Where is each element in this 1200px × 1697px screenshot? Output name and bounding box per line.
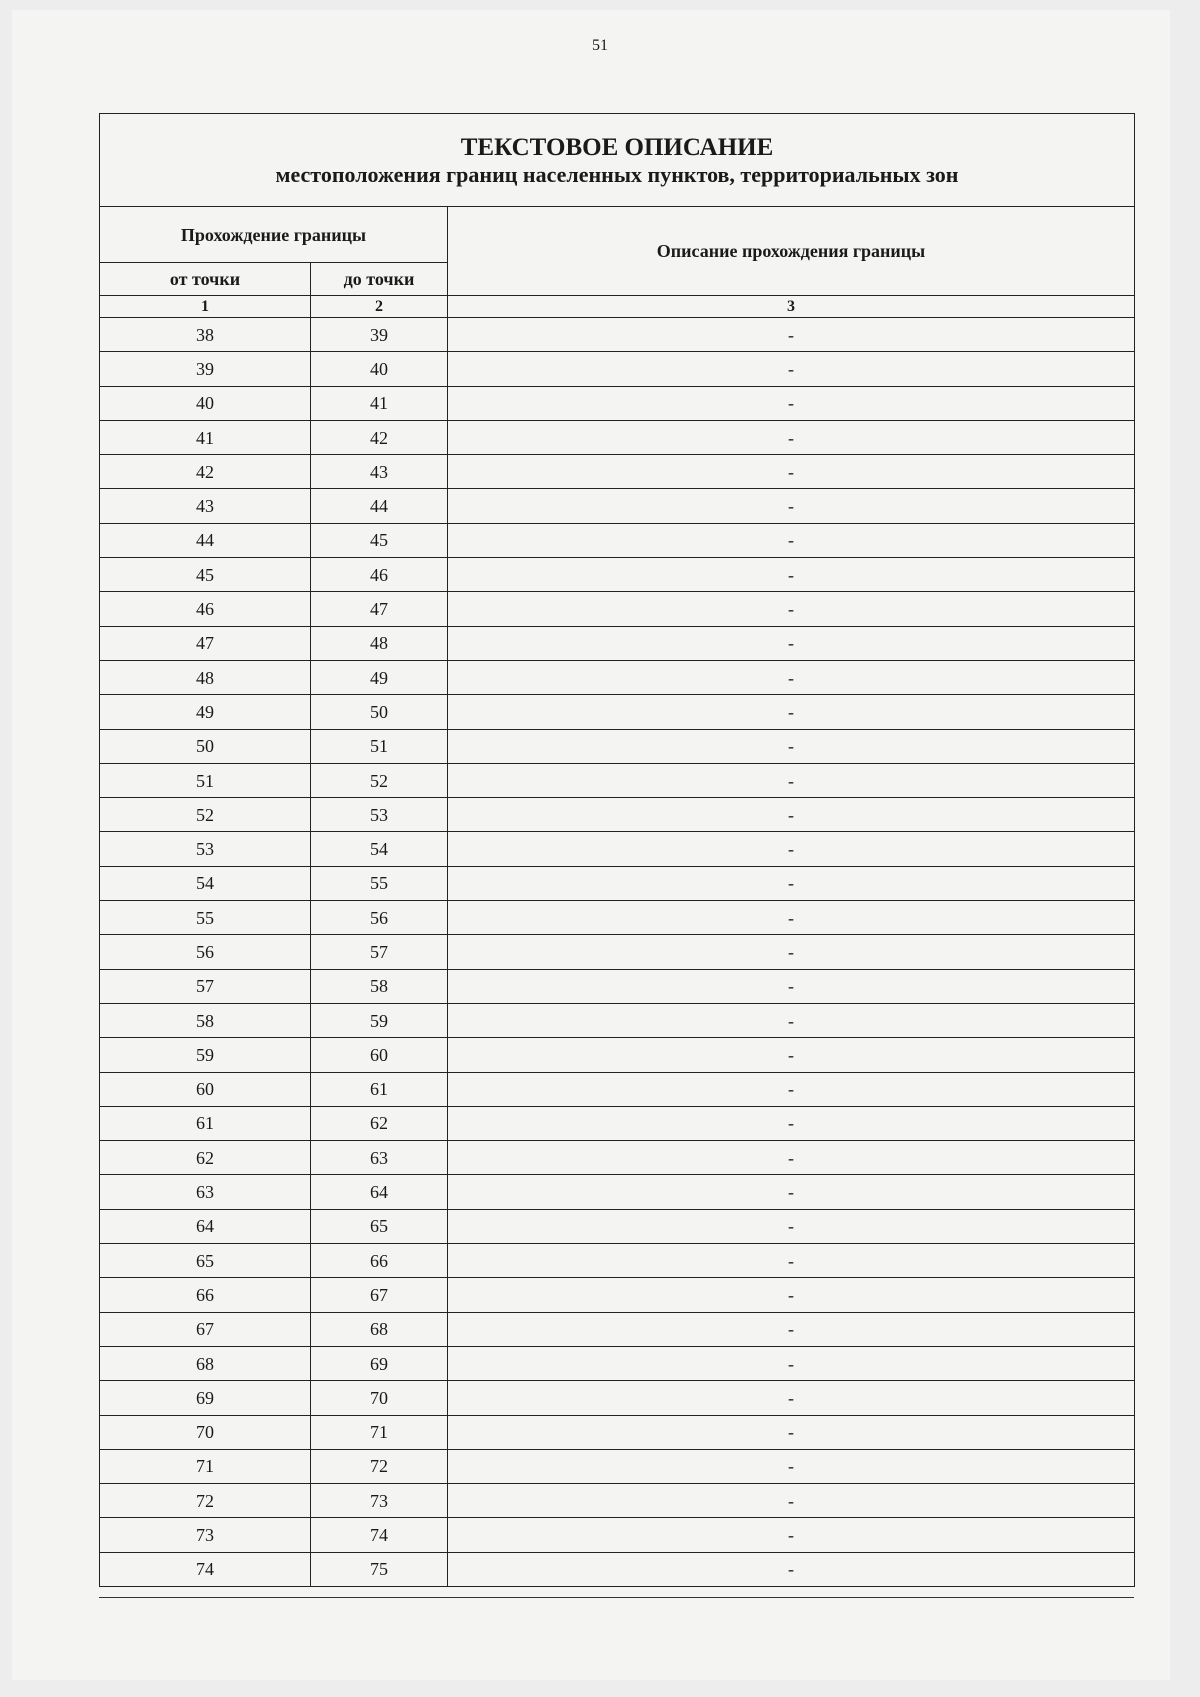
- from-point-cell: 70: [100, 1415, 311, 1449]
- from-point-cell: 51: [100, 763, 311, 797]
- to-point-cell: 43: [311, 455, 448, 489]
- table-body: [100, 114, 1135, 1587]
- table-row: [100, 1518, 1135, 1552]
- table-title: [100, 114, 1135, 207]
- from-point-cell: 45: [100, 558, 311, 592]
- to-point-cell: 75: [311, 1552, 448, 1586]
- to-point-cell: 65: [311, 1209, 448, 1243]
- to-point-cell: 57: [311, 935, 448, 969]
- description-cell: -: [448, 1106, 1135, 1140]
- description-cell: -: [448, 798, 1135, 832]
- to-point-cell: 51: [311, 729, 448, 763]
- table-row: [100, 832, 1135, 866]
- description-cell: -: [448, 901, 1135, 935]
- table-row: [100, 1141, 1135, 1175]
- table-row: [100, 1449, 1135, 1483]
- table-row: [100, 455, 1135, 489]
- from-point-cell: 56: [100, 935, 311, 969]
- description-cell: -: [448, 1278, 1135, 1312]
- column-number-1: 1: [100, 296, 311, 318]
- from-point-cell: 47: [100, 626, 311, 660]
- to-point-cell: 42: [311, 420, 448, 454]
- to-point-cell: 39: [311, 318, 448, 352]
- from-point-cell: 66: [100, 1278, 311, 1312]
- table-row: [100, 695, 1135, 729]
- table-row: [100, 901, 1135, 935]
- description-cell: -: [448, 455, 1135, 489]
- description-cell: -: [448, 660, 1135, 694]
- description-cell: -: [448, 969, 1135, 1003]
- table-row: [100, 1278, 1135, 1312]
- column-number-row: [100, 296, 1135, 318]
- to-point-cell: 69: [311, 1346, 448, 1380]
- description-cell: -: [448, 1209, 1135, 1243]
- table-row: [100, 1346, 1135, 1380]
- to-point-cell: 58: [311, 969, 448, 1003]
- from-point-cell: 53: [100, 832, 311, 866]
- description-cell: -: [448, 695, 1135, 729]
- table-row: [100, 1072, 1135, 1106]
- description-cell: -: [448, 1038, 1135, 1072]
- description-cell: -: [448, 935, 1135, 969]
- table-row: [100, 969, 1135, 1003]
- to-point-cell: 50: [311, 695, 448, 729]
- description-cell: -: [448, 1141, 1135, 1175]
- table-row: [100, 935, 1135, 969]
- from-point-cell: 59: [100, 1038, 311, 1072]
- header-from-point: от точки: [100, 263, 311, 296]
- to-point-cell: 48: [311, 626, 448, 660]
- description-cell: -: [448, 866, 1135, 900]
- from-point-cell: 72: [100, 1484, 311, 1518]
- to-point-cell: 73: [311, 1484, 448, 1518]
- from-point-cell: 61: [100, 1106, 311, 1140]
- from-point-cell: 63: [100, 1175, 311, 1209]
- table-row: [100, 798, 1135, 832]
- title-row: [100, 114, 1135, 207]
- from-point-cell: 60: [100, 1072, 311, 1106]
- table-row: [100, 352, 1135, 386]
- table-row: [100, 420, 1135, 454]
- description-cell: -: [448, 592, 1135, 626]
- table-row: [100, 1312, 1135, 1346]
- table-row: [100, 558, 1135, 592]
- description-cell: -: [448, 626, 1135, 660]
- page-number: 51: [592, 37, 608, 54]
- to-point-cell: 40: [311, 352, 448, 386]
- to-point-cell: 54: [311, 832, 448, 866]
- to-point-cell: 47: [311, 592, 448, 626]
- title-sub: местоположения границ населенных пунктов, территориальных зон: [275, 161, 959, 187]
- to-point-cell: 45: [311, 523, 448, 557]
- from-point-cell: 64: [100, 1209, 311, 1243]
- description-cell: -: [448, 1175, 1135, 1209]
- header-boundary-passage: Прохождение границы: [100, 207, 448, 263]
- table-row: [100, 763, 1135, 797]
- from-point-cell: 46: [100, 592, 311, 626]
- from-point-cell: 71: [100, 1449, 311, 1483]
- description-cell: -: [448, 1484, 1135, 1518]
- from-point-cell: 58: [100, 1003, 311, 1037]
- table-row: [100, 1106, 1135, 1140]
- description-cell: -: [448, 1552, 1135, 1586]
- header-description: Описание прохождения границы: [448, 207, 1135, 296]
- table-row: [100, 1484, 1135, 1518]
- from-point-cell: 44: [100, 523, 311, 557]
- from-point-cell: 54: [100, 866, 311, 900]
- description-cell: -: [448, 729, 1135, 763]
- description-cell: -: [448, 386, 1135, 420]
- table-row: [100, 729, 1135, 763]
- description-cell: -: [448, 318, 1135, 352]
- table-row: [100, 1038, 1135, 1072]
- table-row: [100, 523, 1135, 557]
- boundary-description-table: [99, 113, 1135, 1587]
- from-point-cell: 55: [100, 901, 311, 935]
- to-point-cell: 56: [311, 901, 448, 935]
- table-row: [100, 1175, 1135, 1209]
- from-point-cell: 43: [100, 489, 311, 523]
- column-number-2: 2: [311, 296, 448, 318]
- table-row: [100, 866, 1135, 900]
- to-point-cell: 41: [311, 386, 448, 420]
- from-point-cell: 40: [100, 386, 311, 420]
- from-point-cell: 57: [100, 969, 311, 1003]
- description-cell: -: [448, 832, 1135, 866]
- to-point-cell: 46: [311, 558, 448, 592]
- to-point-cell: 72: [311, 1449, 448, 1483]
- description-cell: -: [448, 352, 1135, 386]
- table-row: [100, 318, 1135, 352]
- from-point-cell: 50: [100, 729, 311, 763]
- from-point-cell: 65: [100, 1244, 311, 1278]
- from-point-cell: 73: [100, 1518, 311, 1552]
- to-point-cell: 67: [311, 1278, 448, 1312]
- to-point-cell: 52: [311, 763, 448, 797]
- to-point-cell: 66: [311, 1244, 448, 1278]
- description-cell: -: [448, 1003, 1135, 1037]
- from-point-cell: 41: [100, 420, 311, 454]
- description-cell: -: [448, 763, 1135, 797]
- from-point-cell: 68: [100, 1346, 311, 1380]
- to-point-cell: 63: [311, 1141, 448, 1175]
- to-point-cell: 74: [311, 1518, 448, 1552]
- to-point-cell: 64: [311, 1175, 448, 1209]
- from-point-cell: 39: [100, 352, 311, 386]
- from-point-cell: 52: [100, 798, 311, 832]
- table-row: [100, 1003, 1135, 1037]
- from-point-cell: 67: [100, 1312, 311, 1346]
- to-point-cell: 70: [311, 1381, 448, 1415]
- table-row: [100, 592, 1135, 626]
- to-point-cell: 49: [311, 660, 448, 694]
- from-point-cell: 49: [100, 695, 311, 729]
- table-row: [100, 1552, 1135, 1586]
- table-row: [100, 1415, 1135, 1449]
- title-main: ТЕКСТОВОЕ ОПИСАНИЕ: [460, 133, 774, 161]
- table-row: [100, 1244, 1135, 1278]
- from-point-cell: 62: [100, 1141, 311, 1175]
- table-row: [100, 1381, 1135, 1415]
- table-row: [100, 386, 1135, 420]
- header-row-1: [100, 207, 1135, 263]
- description-cell: -: [448, 420, 1135, 454]
- to-point-cell: 44: [311, 489, 448, 523]
- from-point-cell: 74: [100, 1552, 311, 1586]
- description-cell: -: [448, 489, 1135, 523]
- to-point-cell: 55: [311, 866, 448, 900]
- description-cell: -: [448, 1381, 1135, 1415]
- table-row: [100, 489, 1135, 523]
- description-cell: -: [448, 1072, 1135, 1106]
- to-point-cell: 71: [311, 1415, 448, 1449]
- table-row: [100, 660, 1135, 694]
- to-point-cell: 59: [311, 1003, 448, 1037]
- from-point-cell: 42: [100, 455, 311, 489]
- to-point-cell: 53: [311, 798, 448, 832]
- description-cell: -: [448, 1244, 1135, 1278]
- description-cell: -: [448, 1449, 1135, 1483]
- description-cell: -: [448, 1312, 1135, 1346]
- column-number-3: 3: [448, 296, 1135, 318]
- description-cell: -: [448, 523, 1135, 557]
- description-cell: -: [448, 1346, 1135, 1380]
- description-cell: -: [448, 1518, 1135, 1552]
- to-point-cell: 61: [311, 1072, 448, 1106]
- to-point-cell: 62: [311, 1106, 448, 1140]
- from-point-cell: 69: [100, 1381, 311, 1415]
- table-bottom-line: [99, 1597, 1134, 1598]
- to-point-cell: 68: [311, 1312, 448, 1346]
- table-row: [100, 1209, 1135, 1243]
- description-cell: -: [448, 1415, 1135, 1449]
- description-cell: -: [448, 558, 1135, 592]
- table-row: [100, 626, 1135, 660]
- header-to-point: до точки: [311, 263, 448, 296]
- from-point-cell: 48: [100, 660, 311, 694]
- from-point-cell: 38: [100, 318, 311, 352]
- to-point-cell: 60: [311, 1038, 448, 1072]
